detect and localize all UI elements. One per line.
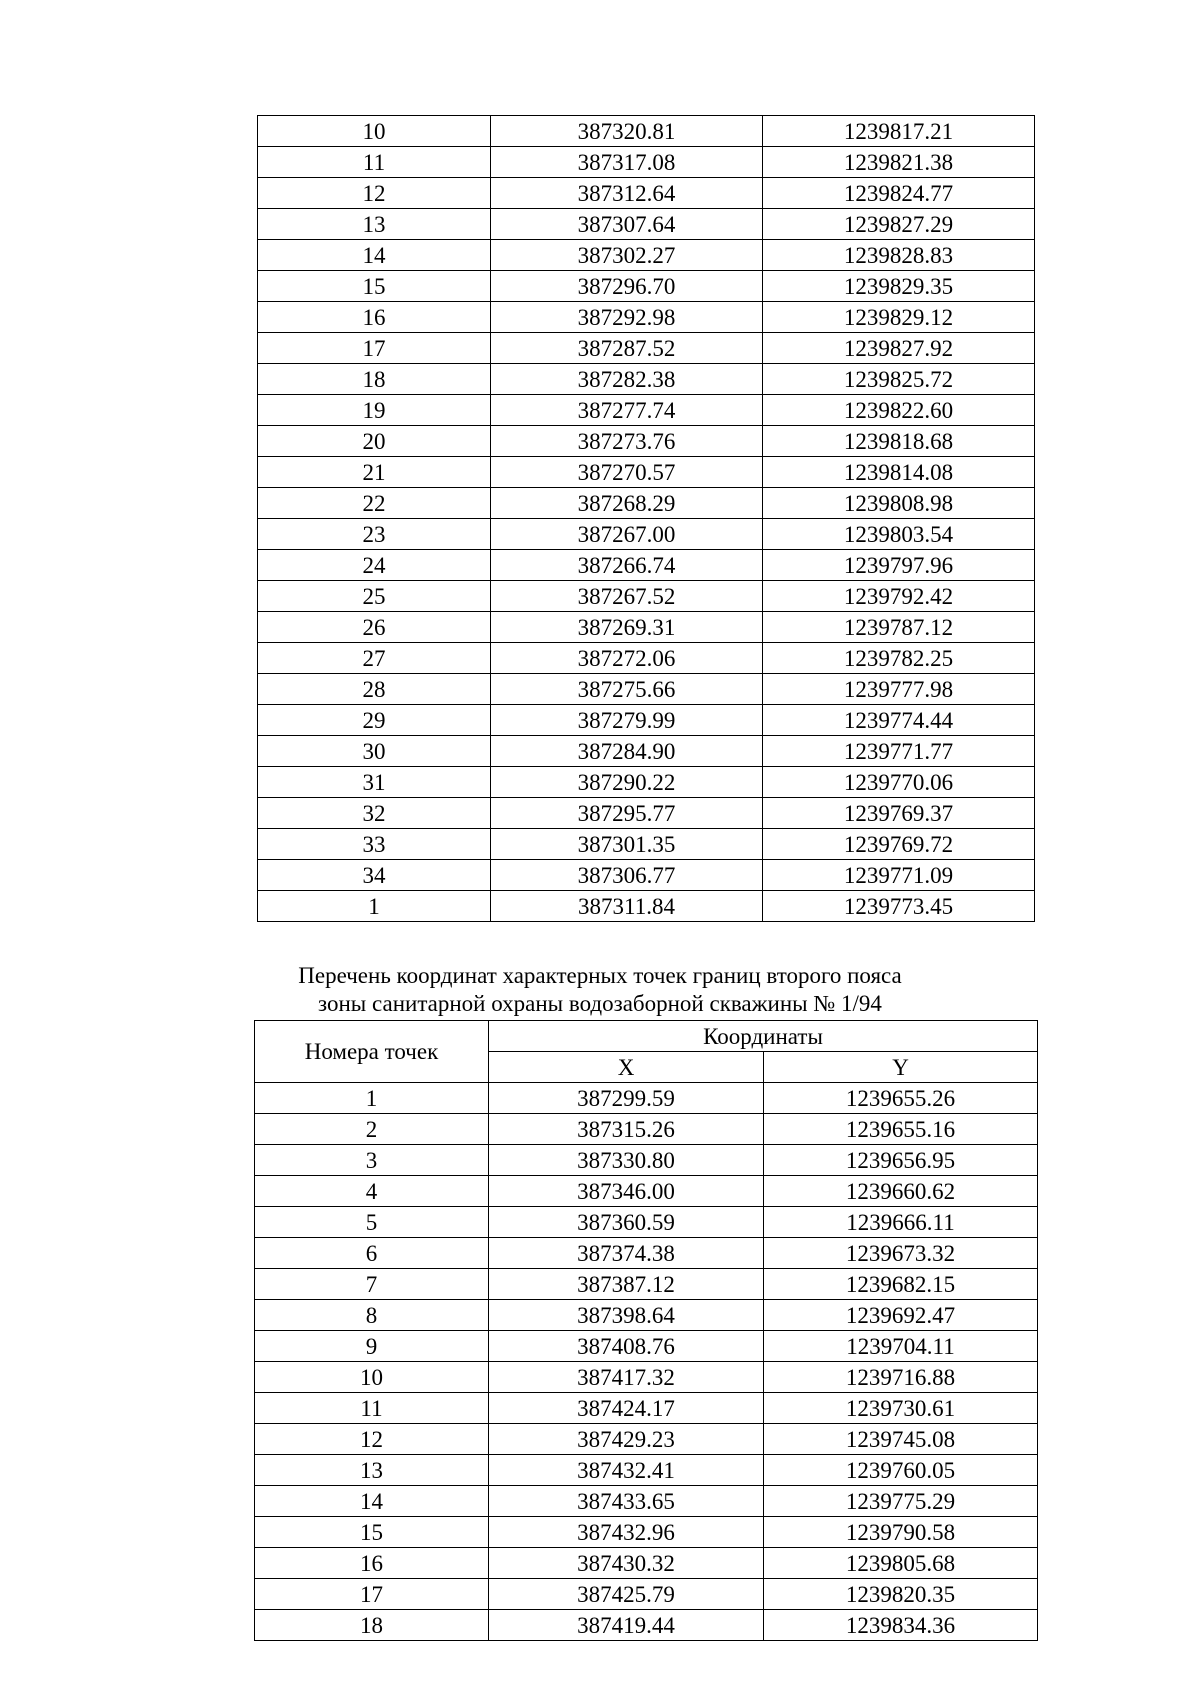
point-number-cell: 31	[258, 767, 491, 798]
second-belt-caption-line1: Перечень координат характерных точек границ второго пояса	[298, 963, 902, 988]
y-coordinate-cell: 1239814.08	[763, 457, 1035, 488]
table-row	[258, 147, 1035, 178]
point-number-cell: 7	[255, 1269, 489, 1300]
y-coordinate-cell: 1239770.06	[763, 767, 1035, 798]
point-number-cell: 14	[258, 240, 491, 271]
table-row	[255, 1486, 1038, 1517]
point-number-cell: 23	[258, 519, 491, 550]
coordinates-table-second-belt	[254, 1020, 1038, 1641]
header-y: Y	[764, 1052, 1038, 1083]
point-number-cell: 29	[258, 705, 491, 736]
table-row	[258, 333, 1035, 364]
x-coordinate-cell: 387432.96	[489, 1517, 764, 1548]
point-number-cell: 24	[258, 550, 491, 581]
point-number-cell: 8	[255, 1300, 489, 1331]
table-row	[258, 271, 1035, 302]
y-coordinate-cell: 1239656.95	[764, 1145, 1038, 1176]
point-number-cell: 2	[255, 1114, 489, 1145]
x-coordinate-cell: 387330.80	[489, 1145, 764, 1176]
point-number-cell: 5	[255, 1207, 489, 1238]
point-number-cell: 3	[255, 1145, 489, 1176]
x-coordinate-cell: 387315.26	[489, 1114, 764, 1145]
x-coordinate-cell: 387290.22	[491, 767, 763, 798]
table1-body	[258, 116, 1035, 922]
table-row	[258, 116, 1035, 147]
second-belt-caption-line2: зоны санитарной охраны водозаборной скважины № 1/94	[318, 991, 882, 1016]
point-number-cell: 18	[255, 1610, 489, 1641]
x-coordinate-cell: 387296.70	[491, 271, 763, 302]
y-coordinate-cell: 1239777.98	[763, 674, 1035, 705]
table-row	[255, 1176, 1038, 1207]
table-row	[258, 860, 1035, 891]
x-coordinate-cell: 387424.17	[489, 1393, 764, 1424]
x-coordinate-cell: 387311.84	[491, 891, 763, 922]
x-coordinate-cell: 387279.99	[491, 705, 763, 736]
x-coordinate-cell: 387320.81	[491, 116, 763, 147]
y-coordinate-cell: 1239827.92	[763, 333, 1035, 364]
table-row	[258, 519, 1035, 550]
x-coordinate-cell: 387307.64	[491, 209, 763, 240]
x-coordinate-cell: 387398.64	[489, 1300, 764, 1331]
table-row	[255, 1207, 1038, 1238]
table2-header	[255, 1021, 1038, 1083]
table-row	[255, 1145, 1038, 1176]
point-number-cell: 22	[258, 488, 491, 519]
y-coordinate-cell: 1239774.44	[763, 705, 1035, 736]
table-row	[255, 1455, 1038, 1486]
point-number-cell: 10	[258, 116, 491, 147]
header-coordinates: Координаты	[489, 1021, 1038, 1052]
x-coordinate-cell: 387269.31	[491, 612, 763, 643]
y-coordinate-cell: 1239745.08	[764, 1424, 1038, 1455]
table-row	[258, 395, 1035, 426]
x-coordinate-cell: 387284.90	[491, 736, 763, 767]
table2-header-row	[255, 1021, 1038, 1052]
table-row	[258, 643, 1035, 674]
point-number-cell: 15	[255, 1517, 489, 1548]
table-row	[255, 1424, 1038, 1455]
table-row	[255, 1579, 1038, 1610]
x-coordinate-cell: 387287.52	[491, 333, 763, 364]
point-number-cell: 1	[255, 1083, 489, 1114]
point-number-cell: 33	[258, 829, 491, 860]
x-coordinate-cell: 387267.52	[491, 581, 763, 612]
table-row	[258, 240, 1035, 271]
point-number-cell: 13	[258, 209, 491, 240]
y-coordinate-cell: 1239829.12	[763, 302, 1035, 333]
table-row	[258, 488, 1035, 519]
y-coordinate-cell: 1239828.83	[763, 240, 1035, 271]
y-coordinate-cell: 1239822.60	[763, 395, 1035, 426]
y-coordinate-cell: 1239760.05	[764, 1455, 1038, 1486]
point-number-cell: 25	[258, 581, 491, 612]
table-row	[255, 1610, 1038, 1641]
y-coordinate-cell: 1239824.77	[763, 178, 1035, 209]
y-coordinate-cell: 1239673.32	[764, 1238, 1038, 1269]
y-coordinate-cell: 1239660.62	[764, 1176, 1038, 1207]
x-coordinate-cell: 387299.59	[489, 1083, 764, 1114]
x-coordinate-cell: 387417.32	[489, 1362, 764, 1393]
table-row	[258, 612, 1035, 643]
x-coordinate-cell: 387277.74	[491, 395, 763, 426]
x-coordinate-cell: 387408.76	[489, 1331, 764, 1362]
table-row	[255, 1517, 1038, 1548]
x-coordinate-cell: 387317.08	[491, 147, 763, 178]
table-row	[258, 457, 1035, 488]
point-number-cell: 11	[258, 147, 491, 178]
point-number-cell: 12	[258, 178, 491, 209]
y-coordinate-cell: 1239769.37	[763, 798, 1035, 829]
point-number-cell: 17	[258, 333, 491, 364]
y-coordinate-cell: 1239797.96	[763, 550, 1035, 581]
table-row	[258, 767, 1035, 798]
point-number-cell: 1	[258, 891, 491, 922]
point-number-cell: 32	[258, 798, 491, 829]
table-row	[255, 1269, 1038, 1300]
y-coordinate-cell: 1239825.72	[763, 364, 1035, 395]
table-row	[255, 1548, 1038, 1579]
x-coordinate-cell: 387306.77	[491, 860, 763, 891]
x-coordinate-cell: 387270.57	[491, 457, 763, 488]
table-row	[258, 302, 1035, 333]
x-coordinate-cell: 387429.23	[489, 1424, 764, 1455]
point-number-cell: 21	[258, 457, 491, 488]
table-row	[258, 581, 1035, 612]
table-row	[255, 1300, 1038, 1331]
table-row	[258, 426, 1035, 457]
x-coordinate-cell: 387301.35	[491, 829, 763, 860]
x-coordinate-cell: 387419.44	[489, 1610, 764, 1641]
y-coordinate-cell: 1239803.54	[763, 519, 1035, 550]
table-row	[255, 1393, 1038, 1424]
table-row	[258, 736, 1035, 767]
y-coordinate-cell: 1239771.09	[763, 860, 1035, 891]
y-coordinate-cell: 1239817.21	[763, 116, 1035, 147]
x-coordinate-cell: 387387.12	[489, 1269, 764, 1300]
header-point-numbers: Номера точек	[255, 1021, 489, 1083]
table-row	[258, 364, 1035, 395]
y-coordinate-cell: 1239808.98	[763, 488, 1035, 519]
y-coordinate-cell: 1239704.11	[764, 1331, 1038, 1362]
y-coordinate-cell: 1239682.15	[764, 1269, 1038, 1300]
y-coordinate-cell: 1239829.35	[763, 271, 1035, 302]
point-number-cell: 20	[258, 426, 491, 457]
x-coordinate-cell: 387295.77	[491, 798, 763, 829]
table-row	[258, 891, 1035, 922]
table2-body	[255, 1083, 1038, 1641]
x-coordinate-cell: 387360.59	[489, 1207, 764, 1238]
point-number-cell: 15	[258, 271, 491, 302]
x-coordinate-cell: 387432.41	[489, 1455, 764, 1486]
y-coordinate-cell: 1239787.12	[763, 612, 1035, 643]
x-coordinate-cell: 387425.79	[489, 1579, 764, 1610]
y-coordinate-cell: 1239782.25	[763, 643, 1035, 674]
table-row	[258, 705, 1035, 736]
x-coordinate-cell: 387374.38	[489, 1238, 764, 1269]
y-coordinate-cell: 1239821.38	[763, 147, 1035, 178]
point-number-cell: 28	[258, 674, 491, 705]
point-number-cell: 12	[255, 1424, 489, 1455]
coordinates-table-first-belt	[257, 115, 1035, 922]
table-row	[258, 674, 1035, 705]
x-coordinate-cell: 387312.64	[491, 178, 763, 209]
table-row	[258, 798, 1035, 829]
x-coordinate-cell: 387266.74	[491, 550, 763, 581]
table-row	[255, 1114, 1038, 1145]
header-x: X	[489, 1052, 764, 1083]
point-number-cell: 14	[255, 1486, 489, 1517]
y-coordinate-cell: 1239790.58	[764, 1517, 1038, 1548]
point-number-cell: 10	[255, 1362, 489, 1393]
x-coordinate-cell: 387275.66	[491, 674, 763, 705]
x-coordinate-cell: 387268.29	[491, 488, 763, 519]
x-coordinate-cell: 387272.06	[491, 643, 763, 674]
table-row	[258, 178, 1035, 209]
x-coordinate-cell: 387433.65	[489, 1486, 764, 1517]
point-number-cell: 13	[255, 1455, 489, 1486]
y-coordinate-cell: 1239818.68	[763, 426, 1035, 457]
x-coordinate-cell: 387346.00	[489, 1176, 764, 1207]
table-row	[258, 550, 1035, 581]
y-coordinate-cell: 1239716.88	[764, 1362, 1038, 1393]
x-coordinate-cell: 387282.38	[491, 364, 763, 395]
table-row	[255, 1362, 1038, 1393]
x-coordinate-cell: 387430.32	[489, 1548, 764, 1579]
y-coordinate-cell: 1239771.77	[763, 736, 1035, 767]
y-coordinate-cell: 1239827.29	[763, 209, 1035, 240]
table-row	[258, 209, 1035, 240]
point-number-cell: 16	[255, 1548, 489, 1579]
point-number-cell: 9	[255, 1331, 489, 1362]
point-number-cell: 11	[255, 1393, 489, 1424]
point-number-cell: 6	[255, 1238, 489, 1269]
y-coordinate-cell: 1239655.16	[764, 1114, 1038, 1145]
y-coordinate-cell: 1239775.29	[764, 1486, 1038, 1517]
y-coordinate-cell: 1239730.61	[764, 1393, 1038, 1424]
point-number-cell: 4	[255, 1176, 489, 1207]
x-coordinate-cell: 387273.76	[491, 426, 763, 457]
y-coordinate-cell: 1239820.35	[764, 1579, 1038, 1610]
point-number-cell: 30	[258, 736, 491, 767]
point-number-cell: 27	[258, 643, 491, 674]
y-coordinate-cell: 1239792.42	[763, 581, 1035, 612]
y-coordinate-cell: 1239805.68	[764, 1548, 1038, 1579]
y-coordinate-cell: 1239769.72	[763, 829, 1035, 860]
x-coordinate-cell: 387267.00	[491, 519, 763, 550]
y-coordinate-cell: 1239834.36	[764, 1610, 1038, 1641]
table-row	[255, 1331, 1038, 1362]
point-number-cell: 34	[258, 860, 491, 891]
x-coordinate-cell: 387292.98	[491, 302, 763, 333]
y-coordinate-cell: 1239666.11	[764, 1207, 1038, 1238]
y-coordinate-cell: 1239773.45	[763, 891, 1035, 922]
point-number-cell: 17	[255, 1579, 489, 1610]
table-row	[255, 1238, 1038, 1269]
y-coordinate-cell: 1239655.26	[764, 1083, 1038, 1114]
point-number-cell: 26	[258, 612, 491, 643]
point-number-cell: 16	[258, 302, 491, 333]
point-number-cell: 18	[258, 364, 491, 395]
x-coordinate-cell: 387302.27	[491, 240, 763, 271]
table-row	[255, 1083, 1038, 1114]
point-number-cell: 19	[258, 395, 491, 426]
table-row	[258, 829, 1035, 860]
y-coordinate-cell: 1239692.47	[764, 1300, 1038, 1331]
